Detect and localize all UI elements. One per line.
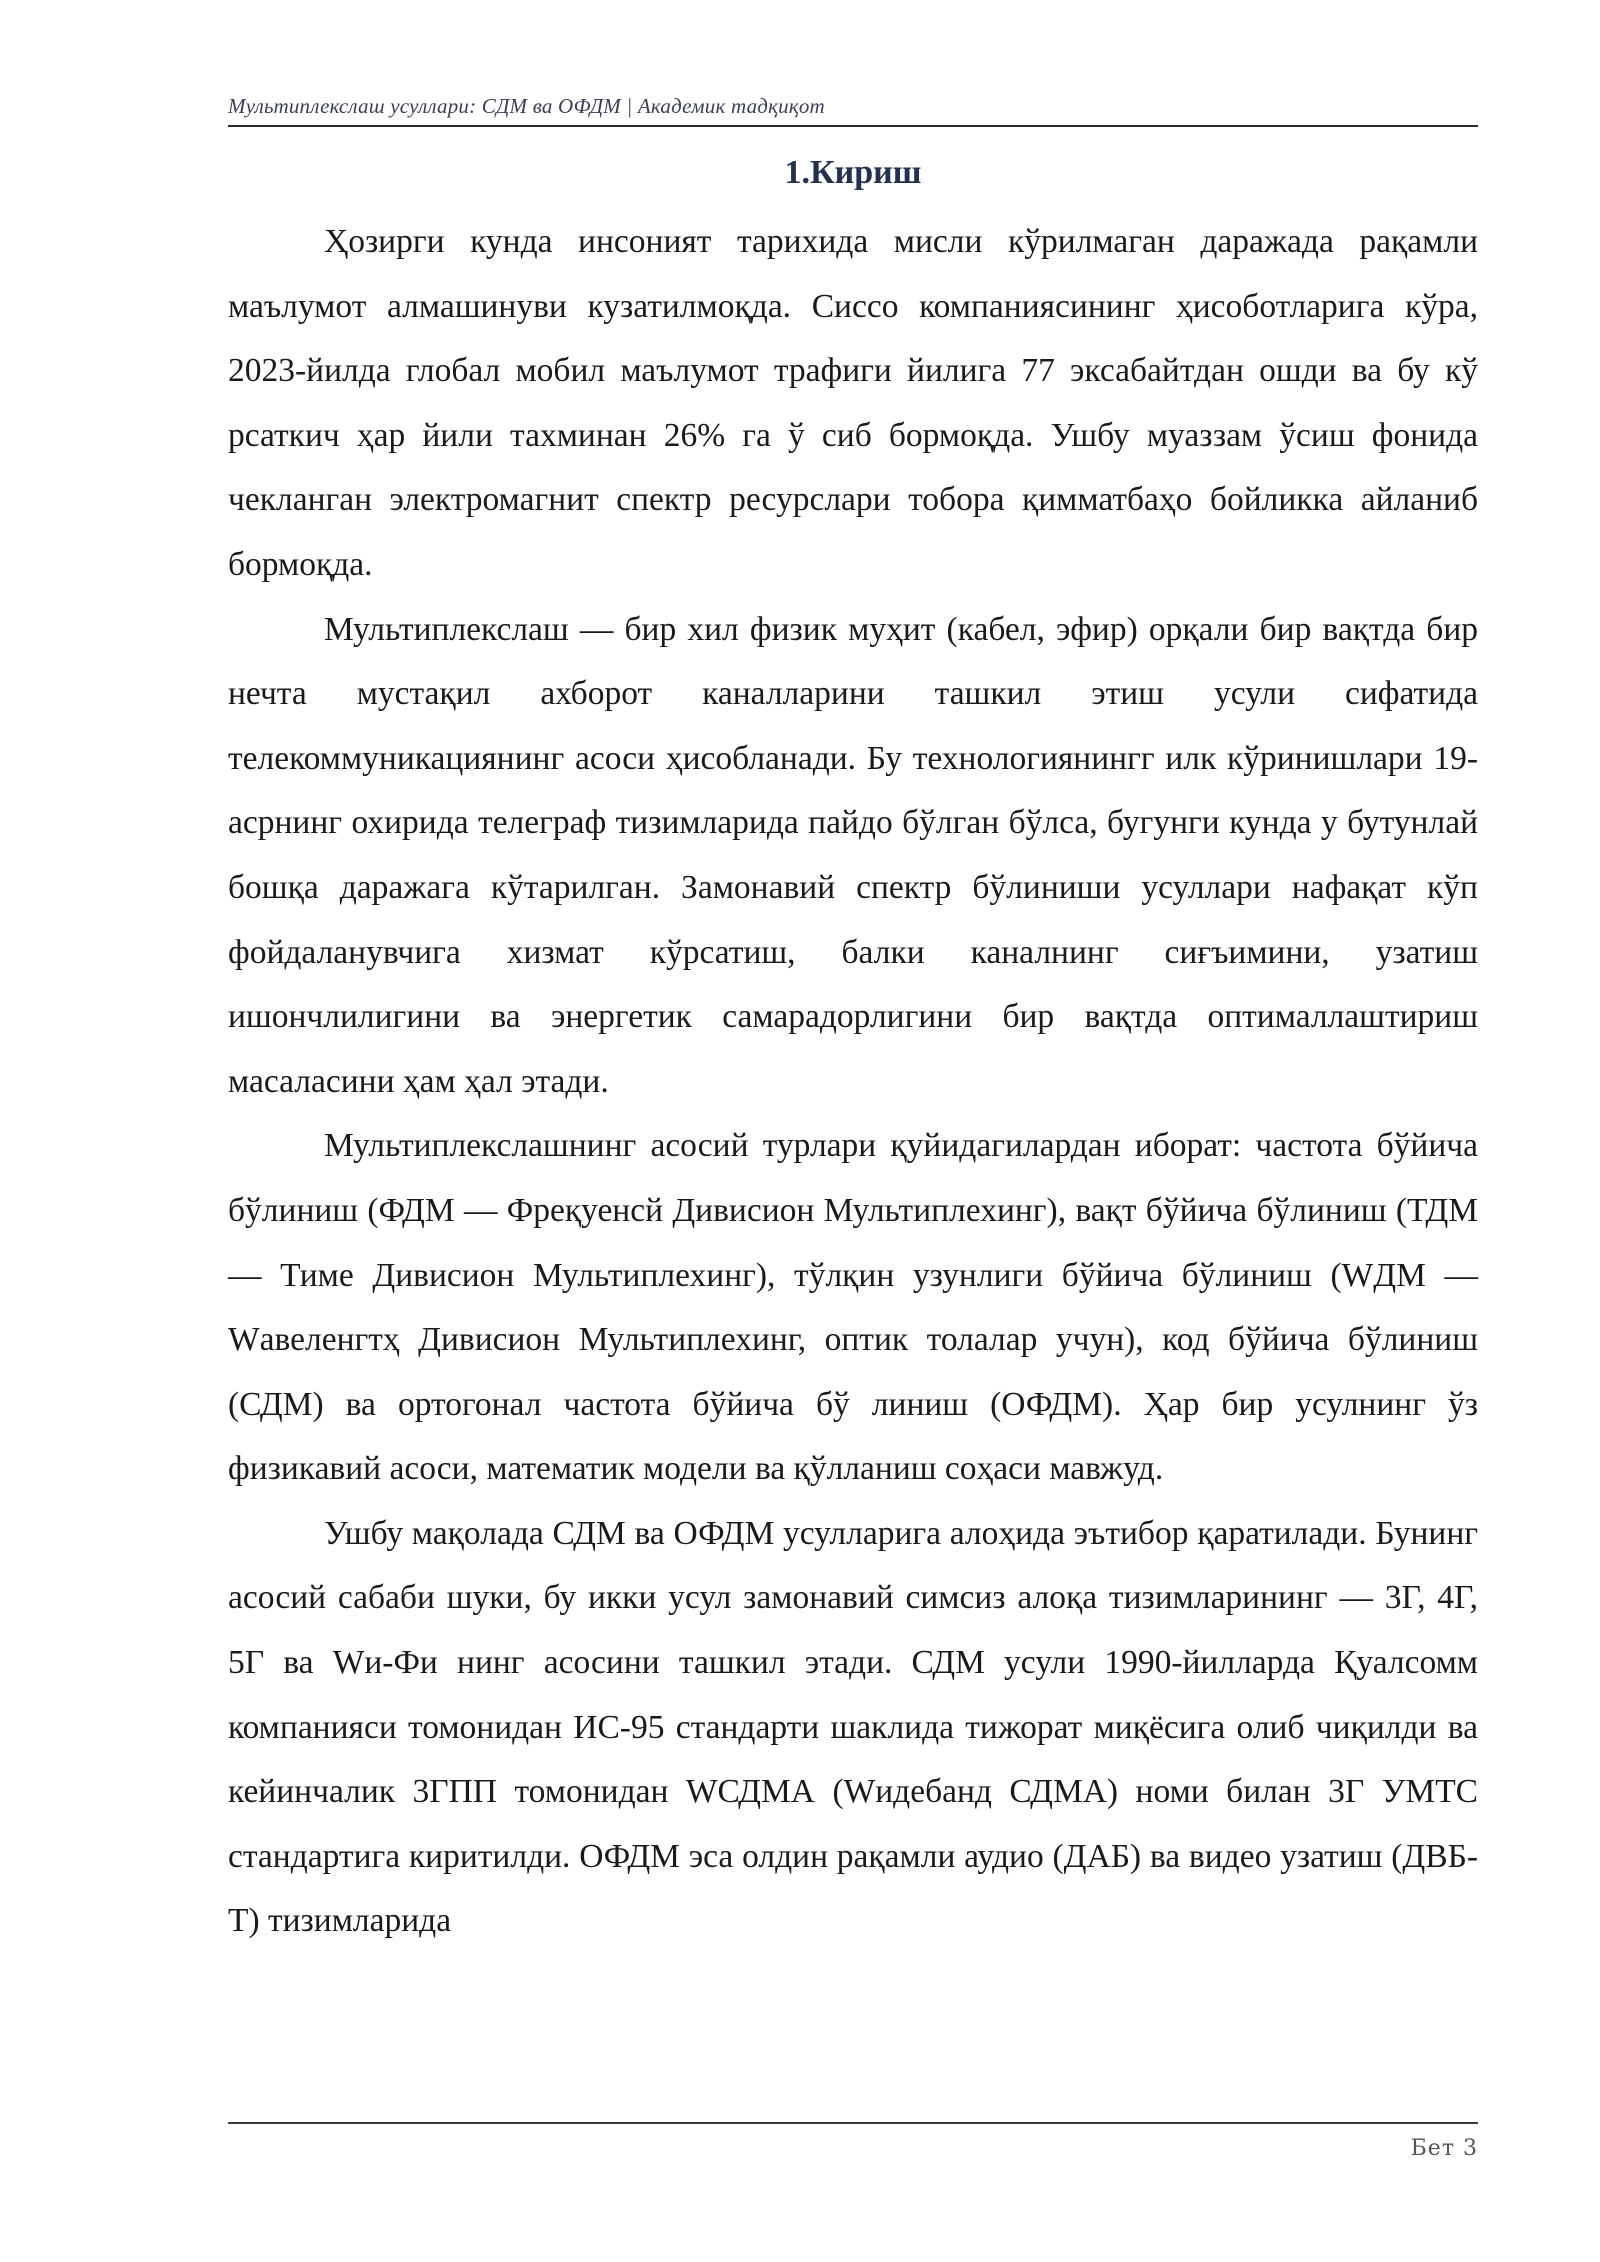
running-header: Мультиплекслаш усуллари: СДМ ва ОФДМ | Академик тадқиқот	[228, 94, 825, 118]
header-divider	[228, 125, 1478, 127]
page-number: Бет 3	[1410, 2136, 1478, 2161]
paragraph: Ушбу мақолада СДМ ва ОФДМ усулларига алоҳида эътибор қаратилади. Бунинг асосий сабаби шуки, бу икки усул замонавий симсиз алоқа тизимларининг — 3Г, 4Г, 5Г ва Wи-Фи нинг асосини ташкил этади. СДМ усули 1990-йилларда Қуалсомм компанияси томонидан ИС-95 стандарти шаклида тижорат миқёсига олиб чиқилди ва кейинчалик 3ГПП томонидан WСДМА (Wидебанд СДМА) номи билан 3Г УМТС стандартига киритилди. ОФДМ эса олдин рақамли аудио (ДАБ) ва видео узатиш (ДВБ-Т) тизимларида	[228, 1514, 1478, 1940]
body-text	[228, 210, 1478, 1954]
paragraph: Мультиплекслаш — бир хил физик муҳит (кабел, эфир) орқали бир вақтда бир нечта мустақил ахборот каналларини ташкил этиш усули сифатида телекоммуникациянинг асоси ҳисобланади. Бу технологиянингг илк кўринишлари 19-асрнинг охирида телеграф тизимларида пайдо бўлган бўлса, бугунги кунда у бутунлай бошқа даражага кўтарилган. Замонавий спектр бўлиниши усуллари нафақат кўп фойдаланувчига хизмат кўрсатиш, балки каналнинг сиғъимини, узатиш ишончлилигини ва энергетик самарадорлигини бир вақтда оптималлаштириш масаласини ҳам ҳал этади.	[228, 610, 1478, 1100]
footer-divider	[228, 2122, 1478, 2124]
paragraph: Мультиплекслашнинг асосий турлари қуйидагилардан иборат: частота бўйича бўлиниш (ФДМ — Фреқуенсй Дивисион Мультиплехинг), вақт бўйича бўлиниш (ТДМ — Тиме Дивисион Мультиплехинг), тўлқин узунлиги бўйича бўлиниш (WДМ — Wавеленгтҳ Дивисион Мультиплехинг, оптик толалар учун), код бўйича бўлиниш (СДМ) ва ортогонал частота бўйича бў линиш (ОФДМ). Ҳар бир усулнинг ўз физикавий асоси, математик модели ва қўлланиш соҳаси мавжуд.	[228, 1127, 1478, 1488]
section-title: 1.Кириш	[784, 154, 922, 191]
paragraph: Ҳозирги кунда инсоният тарихида мисли кўрилмаган даражада рақамли маълумот алмашинуви кузатилмоқда. Сиссо компаниясининг ҳисоботларига кўра, 2023-йилда глобал мобил маълумот трафиги йилига 77 эксабайтдан ошди ва бу кў рсаткич ҳар йили тахминан 26% га ў сиб бормоқда. Ушбу муаззам ўсиш фонида чекланган электромагнит спектр ресурслари тобора қимматбаҳо бойликка айланиб бормоқда.	[228, 223, 1478, 583]
